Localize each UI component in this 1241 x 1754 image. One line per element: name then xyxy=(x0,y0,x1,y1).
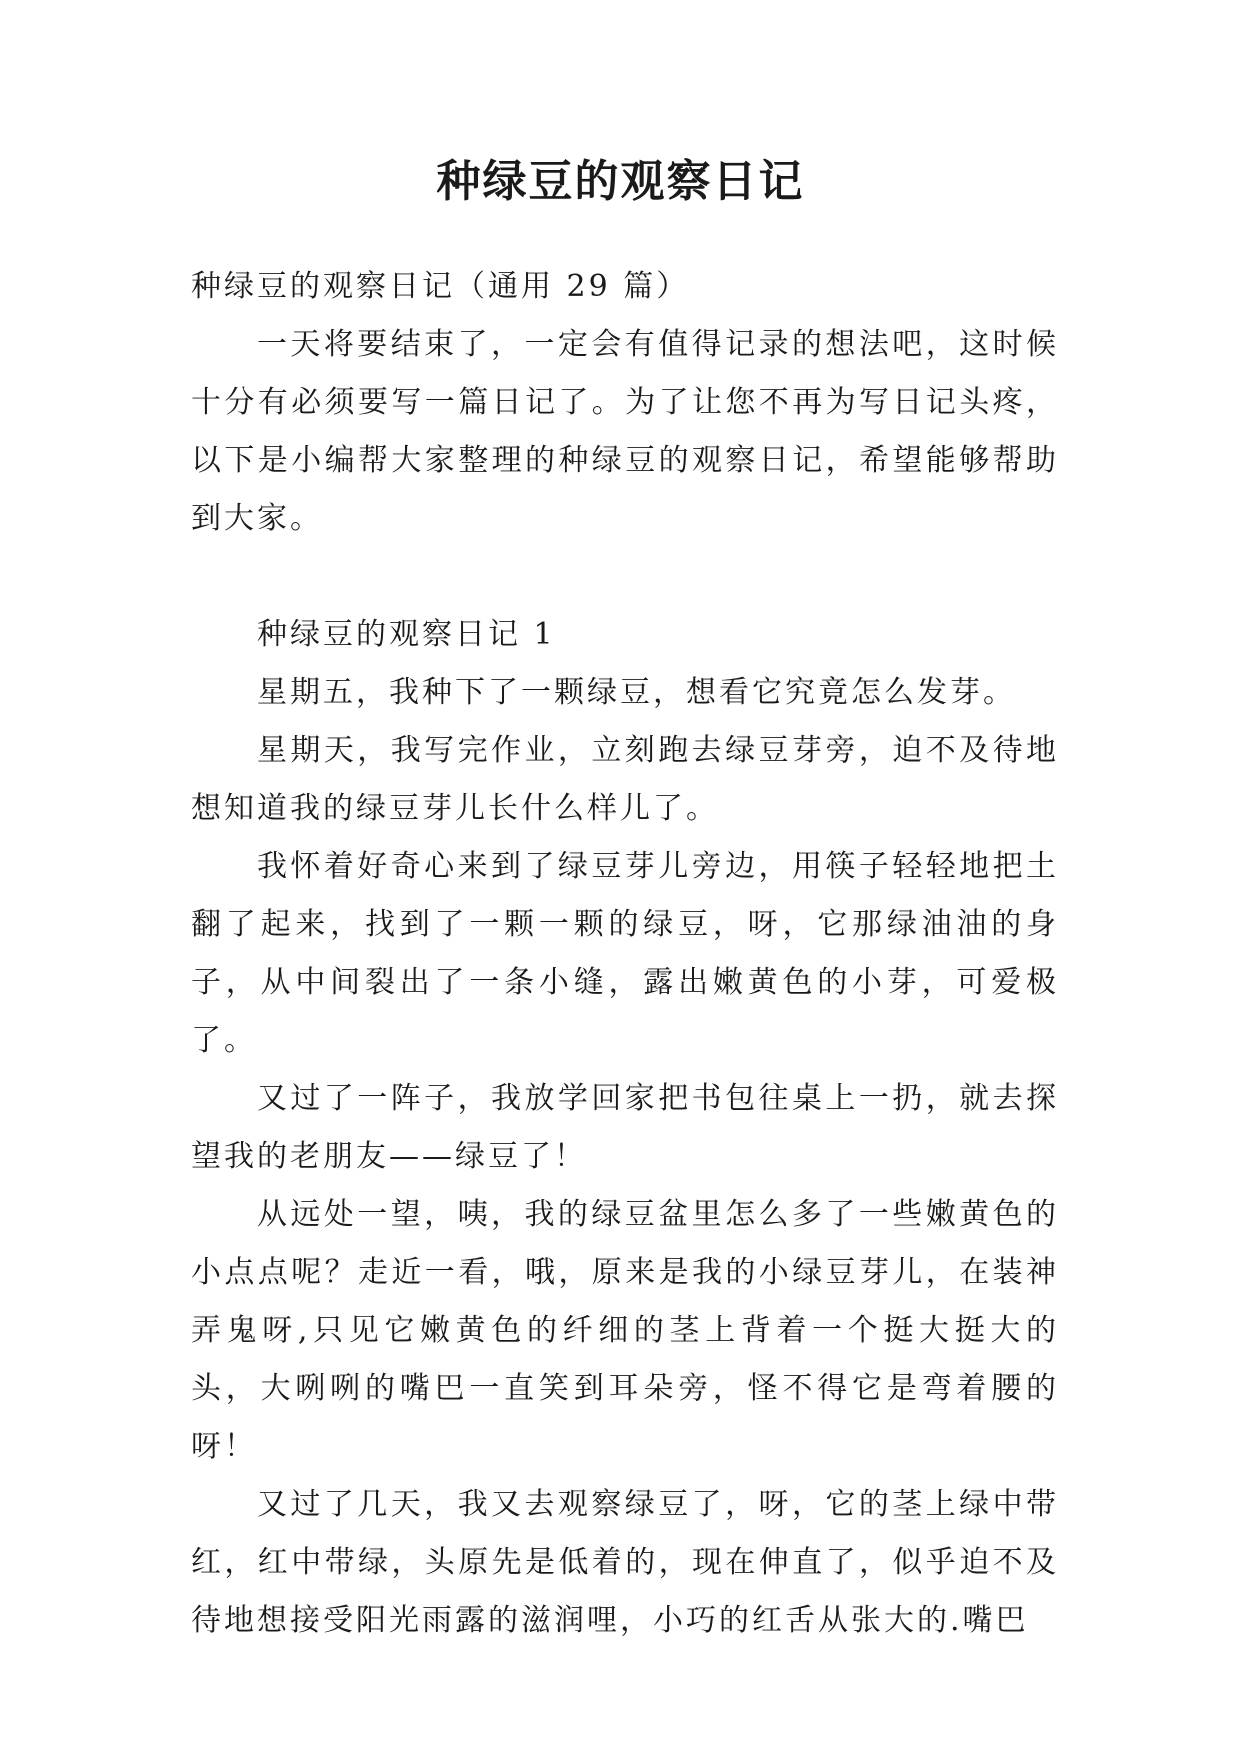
document-subtitle: 种绿豆的观察日记（通用 29 篇） xyxy=(191,269,690,304)
body-paragraph: 我怀着好奇心来到了绿豆芽儿旁边，用筷子轻轻地把土翻了起来，找到了一颗一颗的绿豆，呀，它那绿油油的身子，从中间裂出了一条小缝，露出嫩黄色的小芽，可爱极了。 xyxy=(191,849,1059,1058)
document-body xyxy=(191,258,1059,1650)
body-paragraph: 又过了几天，我又去观察绿豆了，呀，它的茎上绿中带红，红中带绿，头原先是低着的，现在伸直了，似乎迫不及待地想接受阳光雨露的滋润哩，小巧的红舌从张大的.嘴巴 xyxy=(191,1487,1059,1638)
intro-paragraph: 一天将要结束了，一定会有值得记录的想法吧，这时候十分有必须要写一篇日记了。为了让您不再为写日记头疼，以下是小编帮大家整理的种绿豆的观察日记，希望能够帮助到大家。 xyxy=(191,327,1059,536)
document-title: 种绿豆的观察日记 xyxy=(436,156,805,207)
body-paragraph: 从远处一望，咦，我的绿豆盆里怎么多了一些嫩黄色的小点点呢？走近一看，哦，原来是我的小绿豆芽儿，在装神弄鬼呀,只见它嫩黄色的纤细的茎上背着一个挺大挺大的头，大咧咧的嘴巴一直笑到耳朵旁，怪不得它是弯着腰的呀！ xyxy=(191,1197,1059,1464)
body-paragraph: 星期五，我种下了一颗绿豆，想看它究竟怎么发芽。 xyxy=(257,675,1016,710)
section-heading: 种绿豆的观察日记 1 xyxy=(257,617,556,652)
section-spacer xyxy=(191,548,1059,606)
body-paragraph: 又过了一阵子，我放学回家把书包往桌上一扔，就去探望我的老朋友——绿豆了！ xyxy=(191,1081,1059,1174)
body-paragraph: 星期天，我写完作业，立刻跑去绿豆芽旁，迫不及待地想知道我的绿豆芽儿长什么样儿了。 xyxy=(191,733,1059,826)
